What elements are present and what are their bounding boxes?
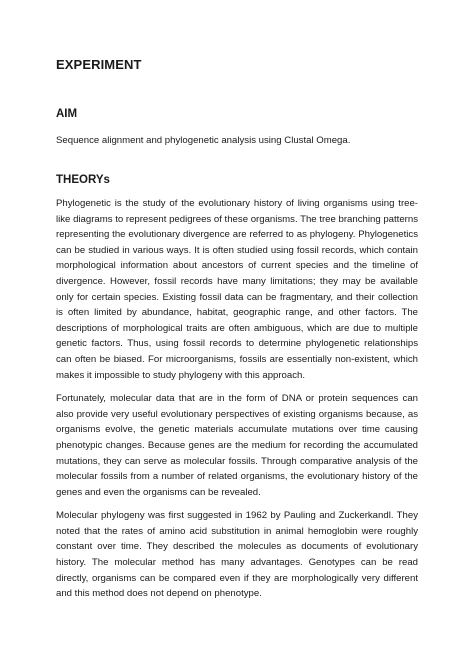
- theory-paragraph: Molecular phylogeny was first suggested in 1962 by Pauling and Zuckerkandl. They noted that the rates of amino acid substitution in animal hemoglobin were roughly constant over time. They described the molecules as documents of evolutionary history. The molecular method has many advantages. Genotypes can be read directly, organisms can be compared even if they are morphologically very different and this method does not depend on phenotype.: [56, 510, 418, 600]
- theory-body: [56, 196, 418, 610]
- document-title: EXPERIMENT: [56, 57, 142, 72]
- theory-heading: THEORYs: [56, 174, 110, 186]
- theory-paragraph: Fortunately, molecular data that are in the form of DNA or protein sequences can also provide very useful evolutionary perspectives of existing organisms because, as organisms evolve, the genetic materials accumulate mutations over time causing phenotypic changes. Because genes are the medium for recording the accumulated mutations, they can serve as molecular fossils. Through comparative analysis of the molecular fossils from a number of related organisms, the evolutionary history of the genes and even the organisms can be revealed.: [56, 393, 418, 498]
- theory-paragraph: Phylogenetic is the study of the evolutionary history of living organisms using tree-like diagrams to represent pedigrees of these organisms. The tree branching patterns representing the evolutionary divergence are referred to as phylogeny. Phylogenetics can be studied in various ways. It is often studied using fossil records, which contain morphological information about ancestors of current species and the timeline of divergence. However, fossil records have many limitations; they may be available only for certain species. Existing fossil data can be fragmentary, and their collection is often limited by abundance, habitat, geographic range, and other factors. The descriptions of morphological traits are often ambiguous, which are due to multiple genetic factors. Thus, using fossil records to determine phylogenetic relationships can often be biased. For microorganisms, fossils are essentially non-existent, which makes it impossible to study phylogeny with this approach.: [56, 198, 418, 381]
- aim-text: Sequence alignment and phylogenetic analysis using Clustal Omega.: [56, 135, 351, 146]
- aim-heading: AIM: [56, 108, 78, 120]
